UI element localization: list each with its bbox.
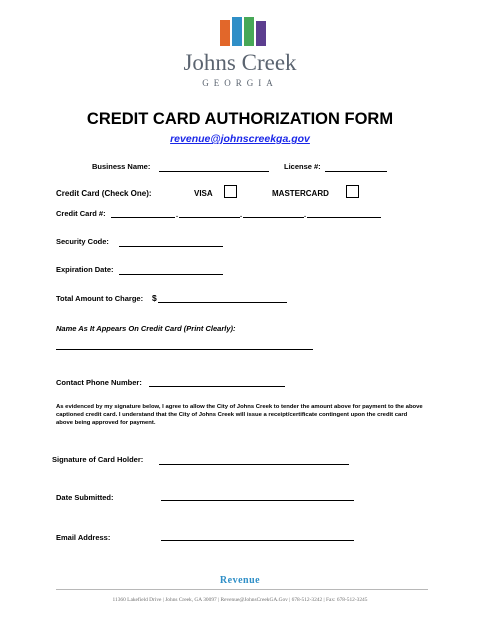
license-label: License #: <box>284 162 321 171</box>
contact-phone-field[interactable] <box>149 386 285 387</box>
date-submitted-label: Date Submitted: <box>56 493 114 502</box>
logo-flag-green <box>244 17 254 46</box>
security-code-field[interactable] <box>119 246 223 247</box>
form-title: CREDIT CARD AUTHORIZATION FORM <box>86 110 394 128</box>
footer-address: 11360 Lakefield Drive | Johns Creek, GA 30097 | Revenue@JohnsCreekGA.Gov | 678-512-3242 | Fax: 678-512-3245 <box>112 597 368 603</box>
revenue-email-link[interactable]: revenue@johnscreekga.gov <box>170 133 310 145</box>
card-number-separator-1: . <box>176 210 179 219</box>
license-field[interactable] <box>325 171 387 172</box>
visa-checkbox[interactable] <box>224 185 237 198</box>
logo-flag-orange <box>220 20 230 46</box>
card-number-field-1[interactable] <box>111 217 175 218</box>
email-address-field[interactable] <box>161 540 354 541</box>
logo-flag-purple <box>256 21 266 46</box>
city-logo <box>0 0 480 100</box>
total-amount-label: Total Amount to Charge: <box>56 294 144 303</box>
total-amount-field[interactable] <box>158 302 287 303</box>
footer-divider <box>56 589 428 590</box>
footer-department: Revenue <box>219 575 261 586</box>
logo-flag-blue <box>232 17 242 46</box>
authorization-disclaimer: As evidenced by my signature below, I agree to allow the City of Johns Creek to tender the amount above for payment to the above captioned credit card. I understand that the City of Johns Creek will issue a receipt/certificate contingent upon the credit card above being approved for payment. <box>56 404 423 427</box>
card-number-separator-2: . <box>240 210 243 219</box>
contact-phone-label: Contact Phone Number: <box>56 378 142 387</box>
business-name-field[interactable] <box>159 171 269 172</box>
mastercard-label: MASTERCARD <box>272 189 329 198</box>
credit-card-check-label: Credit Card (Check One): <box>56 189 152 198</box>
signature-field[interactable] <box>159 464 349 465</box>
name-on-card-label: Name As It Appears On Credit Card (Print Clearly): <box>56 324 236 333</box>
visa-label: VISA <box>194 189 213 198</box>
expiration-date-label: Expiration Date: <box>56 265 114 274</box>
date-submitted-field[interactable] <box>161 500 354 501</box>
signature-label: Signature of Card Holder: <box>52 455 144 464</box>
card-number-label: Credit Card #: <box>56 209 106 218</box>
logo-city-name: Johns Creek <box>183 50 297 75</box>
card-number-field-4[interactable] <box>307 217 381 218</box>
security-code-label: Security Code: <box>56 237 109 246</box>
dollar-sign: $ <box>152 293 157 303</box>
expiration-date-field[interactable] <box>119 274 223 275</box>
logo-state-name: GEORGIA <box>202 78 278 88</box>
card-number-field-3[interactable] <box>243 217 304 218</box>
card-number-field-2[interactable] <box>179 217 240 218</box>
card-number-separator-3: . <box>304 210 307 219</box>
email-address-label: Email Address: <box>56 533 111 542</box>
name-on-card-field[interactable] <box>56 349 313 350</box>
mastercard-checkbox[interactable] <box>346 185 359 198</box>
business-name-label: Business Name: <box>92 162 151 171</box>
